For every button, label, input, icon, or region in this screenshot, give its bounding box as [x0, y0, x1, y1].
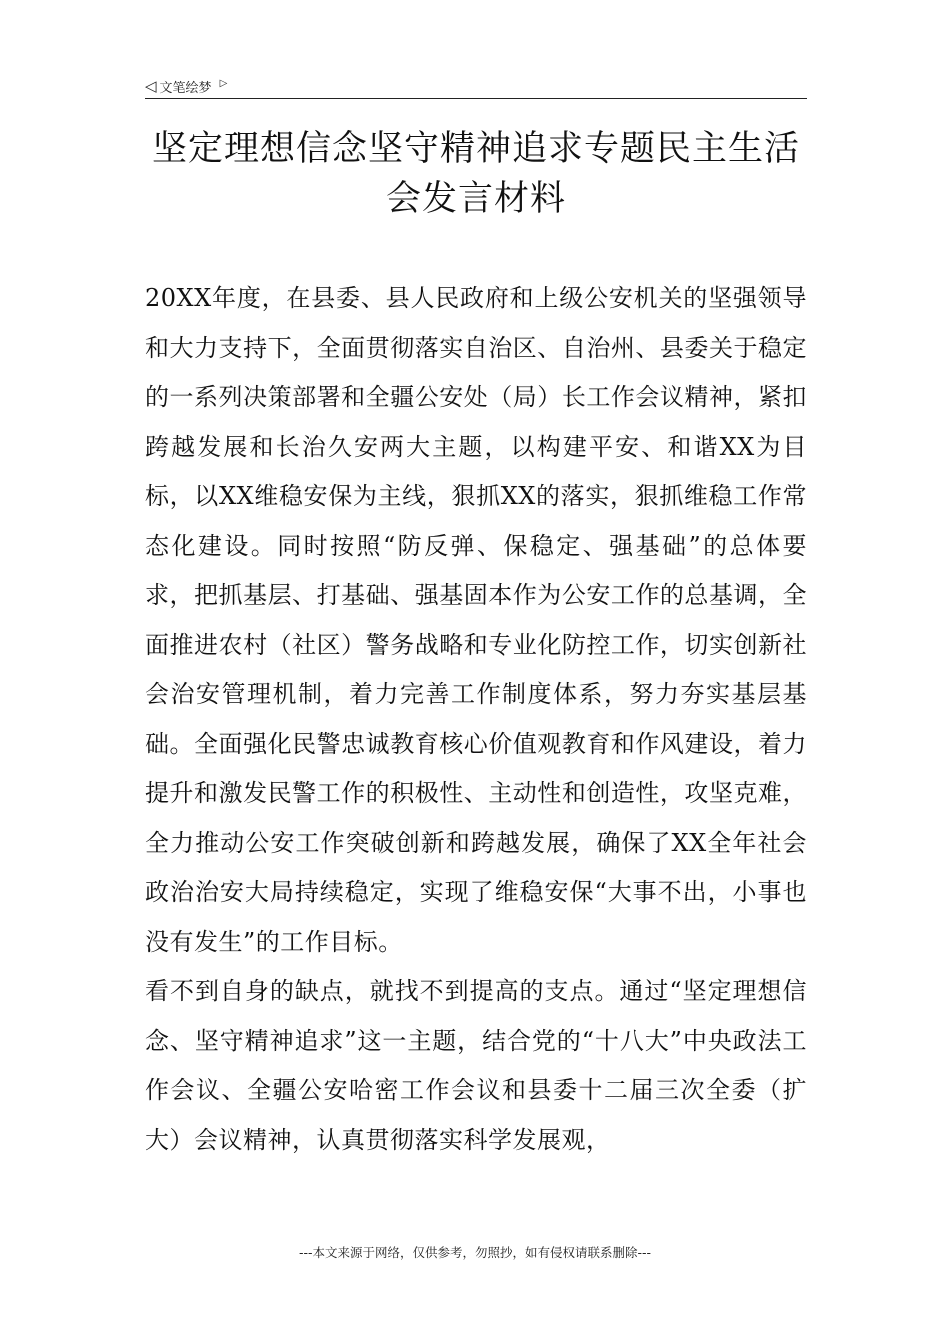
page-header — [145, 74, 807, 99]
triangle-left-icon: ◁ — [145, 76, 157, 95]
brand-label: 文笔绘梦 — [159, 80, 212, 96]
triangle-right-icon: ▷ — [219, 78, 228, 89]
footer-notice: ---本文来源于网络，仅供参考，勿照抄，如有侵权请联系删除--- — [298, 1245, 652, 1260]
document-body — [145, 274, 807, 1165]
paragraph: 20XX年度，在县委、县人民政府和上级公安机关的坚强领导和大力支持下，全面贯彻落实自治区、自治州、县委关于稳定的一系列决策部署和全疆公安处（局）长工作会议精神，紧扣跨越发展和长治久安两大主题，以构建平安、和谐XX为目标，以XX维稳安保为主线，狠抓XX的落实，狠抓维稳工作常态化建设。同时按照“防反弹、保稳定、强基础”的总体要求，把抓基层、打基础、强基固本作为公安工作的总基调，全面推进农村（社区）警务战略和专业化防控工作，切实创新社会治安管理机制，着力完善工作制度体系，努力夯实基层基础。全面强化民警忠诚教育核心价值观教育和作风建设，着力提升和激发民警工作的积极性、主动性和创造性，攻坚克难，全力推动公安工作突破创新和跨越发展，确保了XX全年社会政治治安大局持续稳定，实现了维稳安保“大事不出，小事也没有发生”的工作目标。 — [145, 284, 807, 956]
paragraph: 看不到自身的缺点，就找不到提高的支点。通过“坚定理想信念、坚守精神追求”这一主题，结合党的“十八大”中央政法工作会议、全疆公安哈密工作会议和县委十二届三次全委（扩大）会议精神，认真贯彻落实科学发展观， — [145, 977, 807, 1154]
document-title: 坚定理想信念坚守精神追求专题民主生活会发言材料 — [151, 129, 800, 219]
